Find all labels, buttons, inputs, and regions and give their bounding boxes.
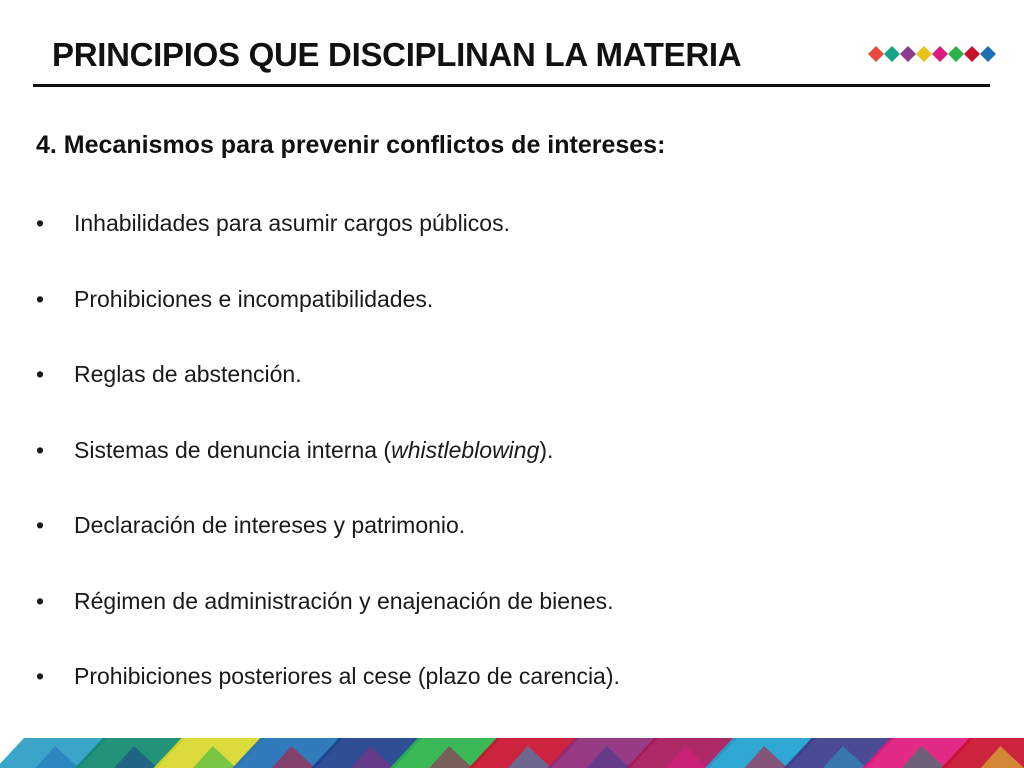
bullet-marker: • bbox=[36, 587, 45, 614]
section-heading: 4. Mecanismos para prevenir conflictos de intereses: bbox=[36, 131, 666, 159]
title-divider bbox=[33, 84, 990, 87]
bullet-text: Prohibiciones posteriores al cese (plazo de carencia). bbox=[74, 663, 620, 689]
bullet-text: Reglas de abstención. bbox=[74, 361, 302, 387]
diamond-shape bbox=[916, 46, 932, 62]
bullet-marker: • bbox=[36, 361, 45, 387]
bullet-text: Régimen de administración y enajenación de bienes. bbox=[74, 587, 614, 614]
diamond-shape bbox=[900, 46, 916, 62]
slide-title: PRINCIPIOS QUE DISCIPLINAN LA MATERIA bbox=[52, 36, 742, 73]
diamond-shape bbox=[964, 46, 980, 62]
bullet-text: Declaración de intereses y patrimonio. bbox=[74, 512, 466, 538]
bullet-text: Sistemas de denuncia interna (whistleblowing). bbox=[74, 436, 554, 463]
bullet-marker: • bbox=[36, 512, 45, 538]
bullet-marker: • bbox=[36, 210, 45, 236]
decorative-footer-band bbox=[0, 738, 1024, 768]
diamond-shape bbox=[980, 46, 996, 62]
decorative-diamonds bbox=[868, 45, 996, 63]
diamond-shape bbox=[884, 46, 900, 62]
bullet-marker: • bbox=[36, 285, 45, 312]
bullet-marker: • bbox=[36, 436, 45, 463]
diamond-shape bbox=[932, 46, 948, 62]
diamond-shape bbox=[868, 46, 884, 62]
bullet-text: Prohibiciones e incompatibilidades. bbox=[74, 285, 434, 312]
bullet-text: Inhabilidades para asumir cargos públicos. bbox=[74, 210, 510, 236]
diamond-shape bbox=[948, 46, 964, 62]
bullet-marker: • bbox=[36, 663, 45, 689]
